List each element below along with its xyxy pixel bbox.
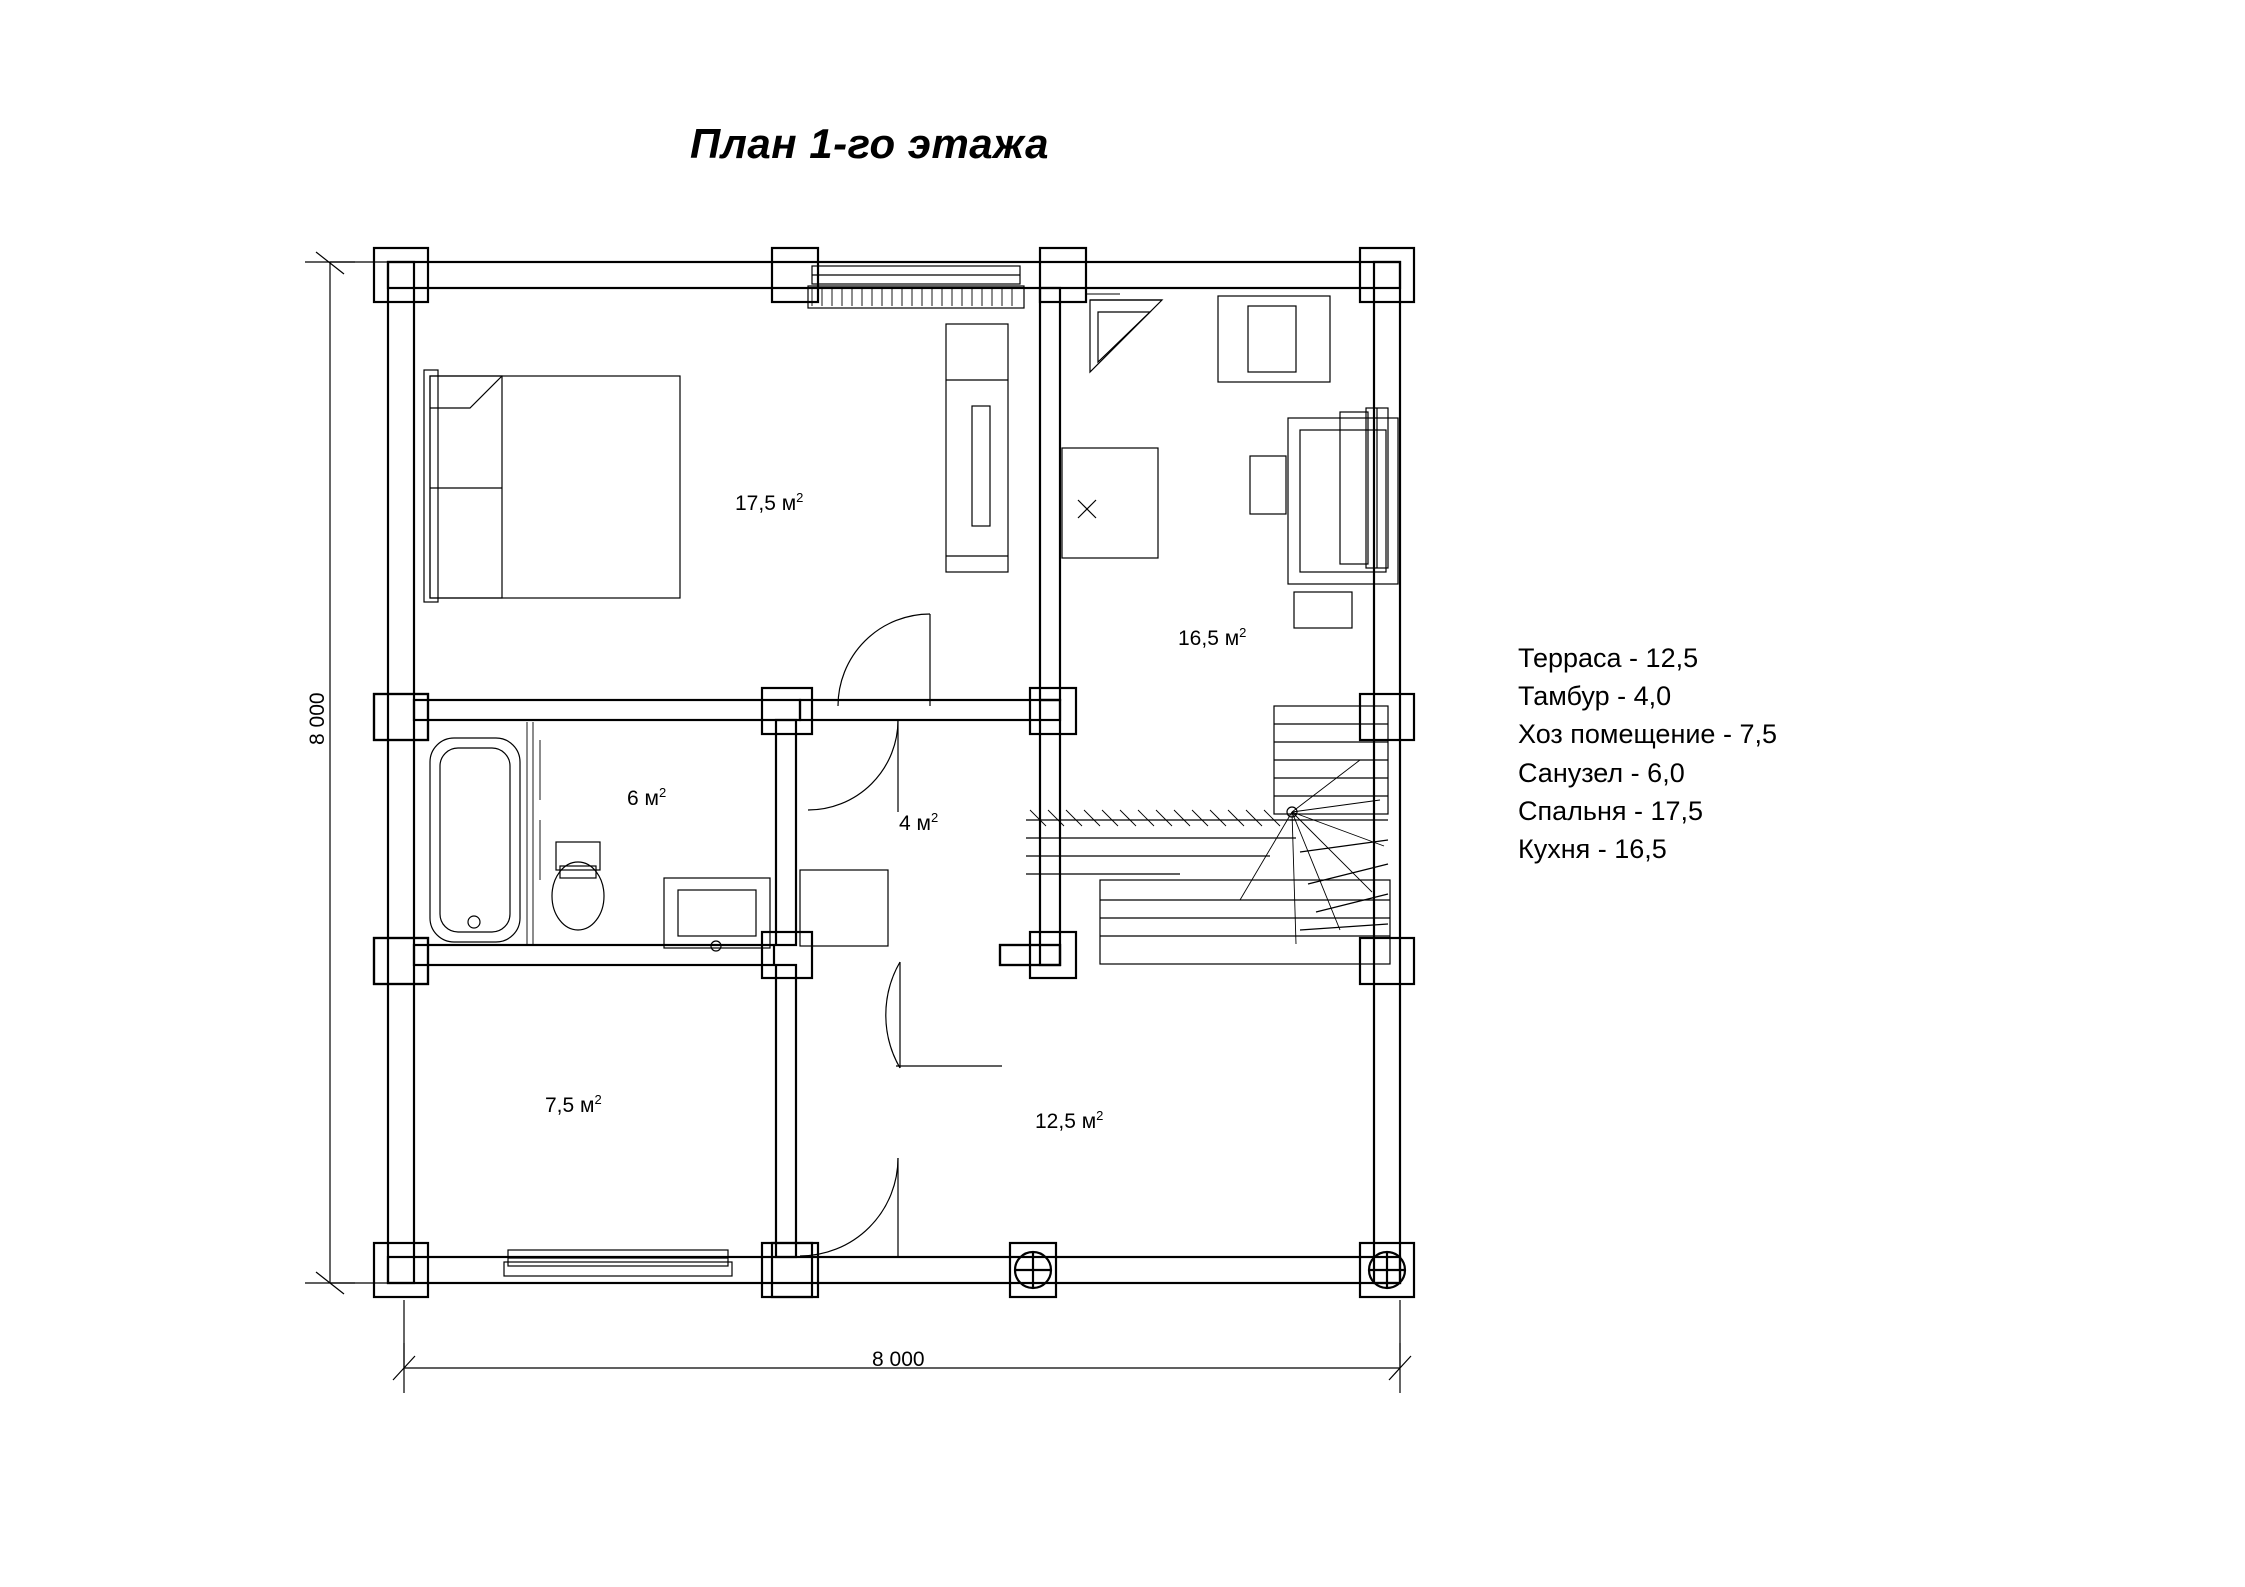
legend-item-bedroom: Спальня - 17,5: [1518, 795, 1704, 826]
room-label-kitchen: 16,5 $м^2$: [1178, 625, 1247, 650]
room-label-utility: 7,5 $м^2$: [545, 1092, 602, 1117]
legend-item-bathroom: Санузел - 6,0: [1518, 757, 1685, 788]
legend: [1518, 640, 1777, 869]
doors: [800, 614, 1002, 1256]
legend-item-utility: Хоз помещение - 7,5: [1518, 719, 1777, 750]
legend-item-terrace: Терраса - 12,5: [1518, 643, 1699, 673]
room-label-hall: 4 $м^2$: [899, 810, 939, 835]
staircase: [1026, 706, 1390, 964]
dimension-lines: [305, 252, 1411, 1393]
room-label-bedroom: 17,5 $м^2$: [735, 490, 804, 515]
bedroom-furniture: [424, 324, 1008, 602]
log-corner-joints: [374, 248, 1414, 1297]
kitchen-furniture: [1062, 296, 1398, 628]
page-title: План 1-го этажа: [690, 120, 1049, 167]
legend-item-kitchen: Кухня - 16,5: [1518, 833, 1667, 864]
room-label-bathroom: 6 $м^2$: [627, 785, 667, 810]
dimension-label-height: 8 000: [306, 692, 329, 745]
hall-furniture: [800, 870, 888, 946]
bathroom-fixtures: [430, 722, 770, 951]
room-label-terrace: 12,5 $м^2$: [1035, 1108, 1104, 1133]
interior-walls: [414, 288, 1060, 1257]
interior-wall-joints: [374, 688, 1076, 1297]
dimension-label-width: 8 000: [872, 1348, 925, 1371]
legend-item-vestibule: Тамбур - 4,0: [1518, 681, 1672, 712]
